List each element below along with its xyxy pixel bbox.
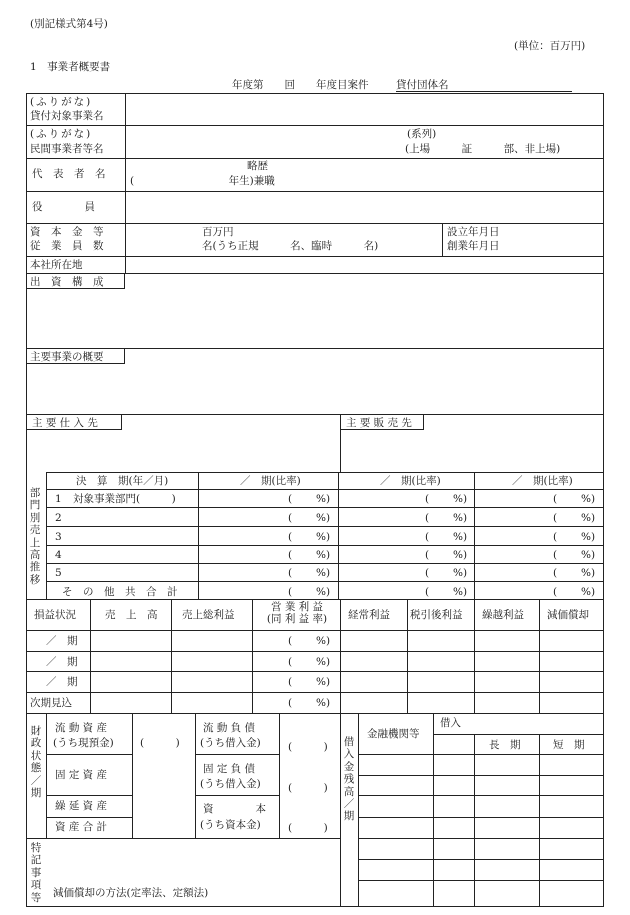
founded-label: 創業年月日	[447, 240, 500, 252]
pl-row-2-period: ／ 期	[46, 656, 78, 668]
representative-label: 代 表 者 名	[32, 168, 106, 180]
current-assets-label: 流 動 資 産	[55, 722, 108, 734]
sales-period-header: 決 算 期(年／月)	[76, 475, 169, 487]
frame-top	[26, 93, 603, 94]
investment-label: 出 資 構 成	[30, 276, 104, 288]
pl-forecast-label: 次期見込	[30, 697, 72, 709]
target-business-label: 貸付対象事業名	[30, 110, 104, 122]
pl-header-retained: 繰越利益	[482, 609, 524, 621]
capital-paren: ( )	[288, 822, 328, 834]
pl-header-status: 損益状況	[34, 609, 76, 621]
pl-row-1-period: ／ 期	[46, 635, 78, 647]
frame-left	[26, 93, 27, 906]
sales-row-1-label: 対象事業部門( )	[73, 493, 176, 505]
capital-fin-label: 資 本	[203, 803, 266, 815]
suppliers-label: 主 要 仕 入 先	[32, 417, 98, 429]
sales-col-header-2: ／ 期(比率)	[380, 475, 441, 487]
loan-header: 借入	[440, 717, 461, 729]
depreciation-method-label: 減価償却の方法(定率法、定額法)	[53, 887, 209, 899]
furigana-label-1: (ふりがな)	[30, 96, 93, 108]
of-borrowings-label-1: (うち借入金)	[200, 737, 261, 749]
of-borrowings-label-2: (うち借入金)	[200, 778, 261, 790]
short-term-header: 短 期	[553, 739, 585, 751]
business-summary-label: 主要事業の概要	[30, 351, 104, 363]
finance-side-label: 財政状態／期	[30, 725, 42, 799]
lender-name-label: 貸付団体名	[396, 79, 449, 91]
fixed-liabilities-label: 固 定 負 債	[203, 763, 256, 775]
established-label: 設立年月日	[447, 226, 500, 238]
sales-col-header-1: ／ 期(比率)	[240, 475, 301, 487]
form-number: (別記様式第4号)	[30, 18, 108, 30]
notes-side-label: 特記事項等	[30, 842, 42, 904]
long-term-header: 長 期	[489, 739, 521, 751]
label-col-divider	[125, 93, 126, 273]
pl-header-gross-profit: 売上総利益	[182, 609, 235, 621]
birth-year-label: ( 年生)兼職	[130, 175, 275, 187]
frame-right	[603, 93, 604, 906]
borrow-paren-1: ( )	[288, 741, 328, 753]
total-assets-label: 資 産 合 計	[55, 821, 108, 833]
of-capital-label: (うち資本金)	[200, 819, 261, 831]
sales-col-header-3: ／ 期(比率)	[512, 475, 573, 487]
sales-other-total-label: そ の 他 共 合 計	[62, 586, 178, 598]
company-name-label: 民間事業者等名	[30, 143, 104, 155]
sales-row-5-number: 5	[55, 567, 62, 579]
lender-name-field[interactable]	[396, 79, 572, 92]
pl-header-ordinary-profit: 経常利益	[348, 609, 390, 621]
bank-header: 金融機関等	[367, 728, 420, 740]
borrow-paren-2: ( )	[288, 782, 328, 794]
sales-row-3-number: 3	[55, 531, 62, 543]
capital-label: 資 本 金 等	[30, 226, 104, 238]
unit-label: (単位：百万円)	[514, 40, 586, 52]
pl-row-3-period: ／ 期	[46, 676, 78, 688]
officers-label: 役 員	[32, 201, 95, 213]
current-liabilities-label: 流 動 負 債	[203, 722, 256, 734]
sales-row-4-number: 4	[55, 549, 62, 561]
listing-label: (上場 証 部、非上場)	[405, 143, 561, 155]
sales-side-label: 部門別売上高推移	[29, 487, 41, 586]
cash-paren: ( )	[140, 737, 180, 749]
keiretsu-label: (系列)	[407, 128, 437, 140]
pl-header-depreciation: 減価償却	[547, 609, 589, 621]
hq-label: 本社所在地	[30, 259, 83, 271]
sales-row-1-number: 1	[55, 493, 62, 505]
sales-row-2-number: 2	[55, 512, 62, 524]
furigana-label-2: (ふりがな)	[30, 128, 93, 140]
form-page: (別記様式第4号) (単位：百万円) 1 事業者概要書 年度第 回 年度目案件 貸付団体名 (ふりがな) 貸付対象事業名 (ふりがな) 民間事業者等名 (系列) (上場 証 部、非上場) 代 表 者 名 略歴 ( 年生)兼職 役 員 資 本 金 等 百万円 設立年月日 従 業 員 数 名(うち正規 名、臨時 名) 創業年月日 本社所在地 出 資 構 成 主要事業の概要 主 要 仕 入 先 主 要 販 売 先 部門別売上高推移 決 算 期(年／月) ／ 期(比率) ／ 期(比率) ／ 期(比率) 1 対象事業部門( ) 2 3 4 5 そ の 他 共 合 計 ( %) ( %) ( %) ( %) ( %) ( %) ( %) ( %) ( %) ( %) ( %) ( %) ( %) ( %) ( %) ( %) ( %) ( %) 損益状況 売 上 高 売上総利益 営 業 利 益 (同 利 益 率) 経常利益 税引後利益 繰越利益 減価償却 ／ 期 ／ 期 ／ 期 次期見込 ( %) ( %) ( %) ( %) 財政状態／期 流 動 資 産 (うち現預金) ( ) 固 定 資 産 繰 延 資 産 資 産 合 計 流 動 負 債 (うち借入金) ( ) 固 定 負 債 (うち借入金) ( ) 資 本 (うち資本金) ( ) 借入金残高／期 金融機関等 借入 長 期 短 期 特記事項等 減価償却の方法(定率法、定額法)	[0, 0, 630, 915]
deferred-assets-label: 繰 延 資 産	[55, 800, 108, 812]
employees-label: 従 業 員 数	[30, 240, 104, 252]
fixed-assets-label: 固 定 資 産	[55, 769, 108, 781]
case-meta-line: 年度第 回 年度目案件	[232, 79, 369, 91]
pl-header-net-income: 税引後利益	[410, 609, 463, 621]
pl-header-sales: 売 上 高	[105, 609, 158, 621]
customers-label: 主 要 販 売 先	[346, 417, 412, 429]
pl-header-operating-profit: 営 業 利 益 (同 利 益 率)	[266, 601, 328, 626]
capital-unit: 百万円	[202, 226, 234, 238]
loan-side-label: 借入金残高／期	[343, 736, 355, 823]
section-title: 1 事業者概要書	[30, 61, 111, 73]
frame-bottom	[26, 906, 604, 907]
of-cash-label: (うち現預金)	[53, 737, 114, 749]
career-label: 略歴	[247, 160, 268, 172]
employees-detail: 名(うち正規 名、臨時 名)	[202, 240, 379, 252]
